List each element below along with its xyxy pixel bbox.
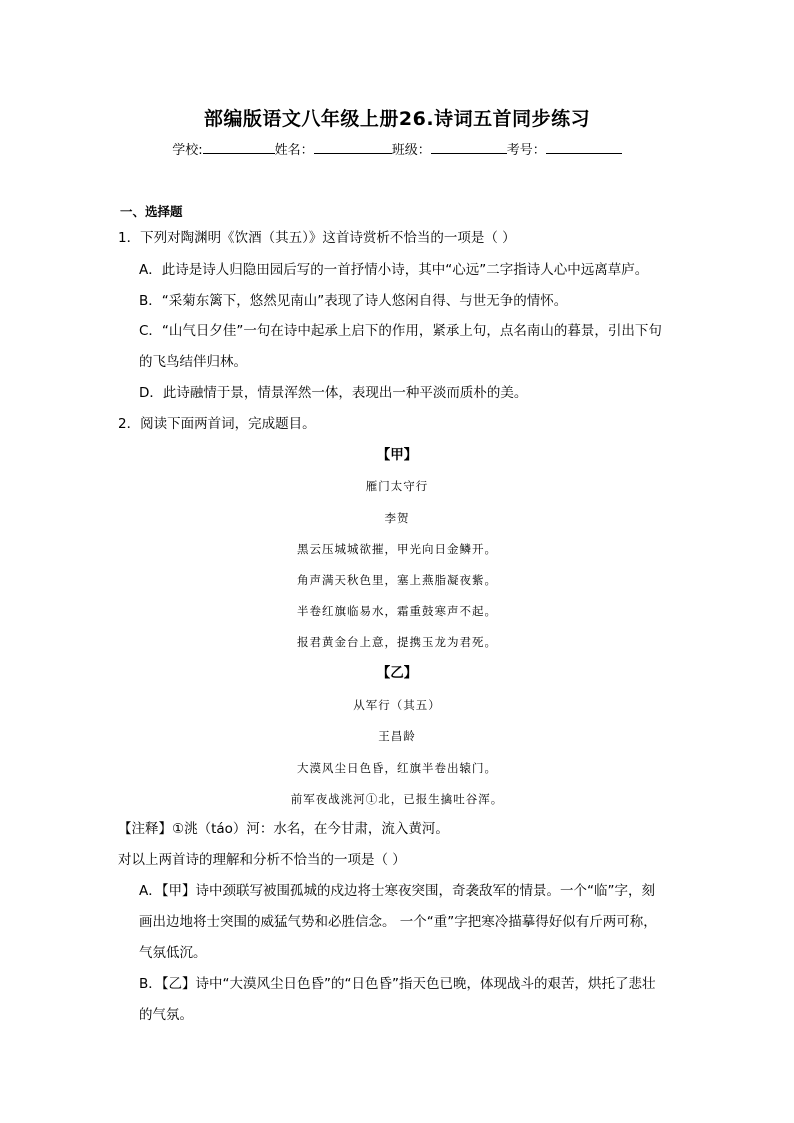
- q1-option-b: B．“采菊东篱下，悠然见南山”表现了诗人悠闲自得、与世无争的情怀。: [139, 293, 568, 309]
- q2-option-a-line2: 画出边地将士突围的威猛气势和必胜信念。 一个“重”字把寒冷描摹得好似有斤两可称，: [139, 914, 657, 930]
- poem-jia-line: 角声满天秋色里，塞上燕脂凝夜紫。: [297, 573, 497, 587]
- q2-option-a-line1: A．【甲】诗中颈联写被围孤城的戍边将士寒夜突围，奇袭敌军的情景。一个“临”字，刻: [139, 883, 655, 899]
- q2-option-b-line1: B．【乙】诗中“大漠风尘日色昏”的“日色昏”指天色已晚，体现战斗的艰苦，烘托了悲壮: [139, 976, 656, 992]
- poem-yi-title: 从军行（其五）: [353, 698, 441, 712]
- poem-yi-author: 王昌龄: [378, 729, 416, 743]
- section-heading: 一、选择题: [120, 204, 183, 219]
- exam-no-label: 考号：: [506, 143, 546, 158]
- school-label: 学校:: [172, 143, 203, 158]
- q1-option-c-line1: C．“山气日夕佳”一句在诗中起承上启下的作用，紧承上句，点名南山的暮景，引出下句: [139, 323, 662, 339]
- school-blank: [203, 140, 275, 154]
- poem-yi-line: 大漠风尘日色昏，红旗半卷出辕门。: [297, 761, 497, 775]
- q2-option-b-line2: 的气氛。: [139, 1007, 193, 1023]
- q2-sub-stem: 对以上两首诗的理解和分析不恰当的一项是（ ）: [118, 852, 406, 868]
- poem-yi-line: 前军夜战洮河①北，已报生擒吐谷浑。: [290, 792, 504, 806]
- poem-jia-marker: 【甲】: [376, 447, 418, 463]
- q1-option-a: A．此诗是诗人归隐田园后写的一首抒情小诗，其中“心远”二字指诗人心中远离草庐。: [139, 262, 649, 278]
- q1-stem: 1．下列对陶渊明《饮酒（其五）》这首诗赏析不恰当的一项是（ ）: [118, 230, 516, 246]
- document-title: 部编版语文八年级上册26.诗词五首同步练习: [203, 108, 591, 130]
- name-label: 姓名：: [274, 143, 314, 158]
- poem-jia-line: 黑云压城城欲摧，甲光向日金鳞开。: [297, 542, 497, 556]
- poem-jia-line: 半卷红旗临易水，霜重鼓寒声不起。: [297, 604, 497, 618]
- poem-jia-author: 李贺: [384, 511, 410, 525]
- student-info-row: [0, 139, 794, 158]
- annotation-note: 【注释】①洮（táo）河：水名，在今甘肃，流入黄河。: [118, 821, 449, 837]
- class-blank: [431, 140, 507, 154]
- q2-stem: 2．阅读下面两首词，完成题目。: [118, 416, 316, 432]
- q1-option-c-line2: 的飞鸟结伴归林。: [139, 354, 247, 370]
- exam-no-blank: [546, 140, 622, 154]
- poem-jia-line: 报君黄金台上意，提携玉龙为君死。: [297, 635, 497, 649]
- q2-option-a-line3: 气氛低沉。: [139, 945, 207, 961]
- class-label: 班级：: [391, 143, 431, 158]
- poem-jia-title: 雁门太守行: [365, 479, 429, 493]
- poem-yi-marker: 【乙】: [376, 665, 418, 681]
- q1-option-d: D．此诗融情于景，情景浑然一体，表现出一种平淡而质朴的美。: [139, 385, 528, 401]
- name-blank: [314, 140, 392, 154]
